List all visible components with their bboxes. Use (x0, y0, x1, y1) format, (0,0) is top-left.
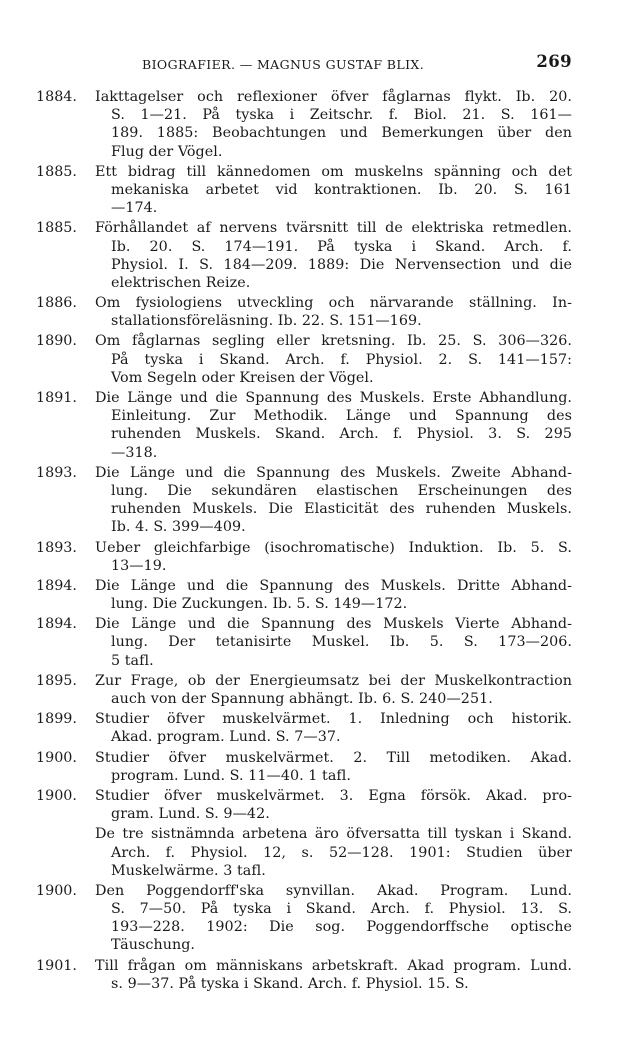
entry-text (95, 294, 572, 330)
entry-year: 1894. (36, 616, 77, 633)
entry-line: Om fysiologiens utveckling och närvarande ställning. In- (95, 295, 572, 312)
bibliography-entry (36, 957, 572, 993)
running-title: BIOGRAFIER. — MAGNUS GUSTAF BLIX. (142, 57, 425, 72)
entry-year: 1900. (36, 882, 77, 899)
entry-line: mekaniska arbetet vid kontraktionen. Ib. 20. S. 161 (111, 181, 572, 198)
page-header (142, 52, 572, 74)
entry-text (95, 957, 572, 993)
bibliography-entry (36, 294, 572, 330)
entry-line: —318. (111, 444, 158, 461)
entry-line: lung. Die Zuckungen. Ib. 5. S. 149—172. (111, 596, 408, 613)
entry-line: De tre sistnämnda arbetena äro öfversatta till tyskan i Skand. (95, 826, 572, 843)
bibliography-entry (36, 163, 572, 218)
entry-text (95, 539, 572, 575)
entry-line: Studier öfver muskelvärmet. 2. Till metodiken. Akad. (95, 749, 572, 766)
entry-year: 1900. (36, 787, 77, 804)
entry-year: 1891. (36, 390, 77, 406)
bibliography-entry (36, 88, 572, 161)
entry-line: Iakttagelser och reflexioner öfver fåglarnas flykt. Ib. 20. (95, 89, 572, 105)
entry-line: elektrischen Reize. (111, 274, 251, 291)
entry-line: Die Länge und die Spannung des Muskels. Erste Abhandlung. (95, 390, 572, 406)
entry-line: Physiol. I. S. 184—209. 1889: Die Nervensection und die (111, 256, 572, 273)
entry-line: lung. Die sekundären elastischen Erscheinungen des (111, 482, 572, 499)
bibliography-entry (36, 672, 572, 708)
entry-text (95, 882, 572, 955)
entry-text (95, 88, 572, 161)
entry-line: program. Lund. S. 11—40. 1 tafl. (111, 767, 351, 784)
bibliography-entry (36, 577, 572, 613)
entry-line: Flug der Vögel. (111, 143, 223, 160)
entry-line: Die Länge und die Spannung des Muskels. Dritte Abhand- (95, 577, 572, 594)
entry-line: stallationsföreläsning. Ib. 22. S. 151—169. (111, 313, 422, 330)
bibliography-entry (36, 389, 572, 462)
entry-line: s. 9—37. På tyska i Skand. Arch. f. Physiol. 15. S. (111, 975, 469, 992)
page-number: 269 (536, 52, 572, 71)
entry-line: Arch. f. Physiol. 12, s. 52—128. 1901: Studien über (111, 844, 572, 861)
bibliography-entry (36, 539, 572, 575)
entry-year: 1893. (36, 539, 77, 556)
entry-text (95, 464, 572, 537)
entry-line: 13—19. (111, 557, 167, 574)
entry-text (95, 577, 572, 613)
entry-year: 1901. (36, 957, 77, 974)
entry-line: Ueber gleichfarbige (isochromatische) Induktion. Ib. 5. S. (95, 539, 572, 556)
entry-line: 5 tafl. (111, 652, 154, 669)
entry-text (95, 710, 572, 746)
entry-year: 1884. (36, 89, 77, 105)
entry-text (95, 825, 572, 880)
entry-line: S. 7—50. På tyska i Skand. Arch. f. Physiol. 13. S. (111, 901, 572, 918)
entry-year: 1885. (36, 220, 77, 237)
entry-line: —174. (111, 200, 158, 217)
entry-line: ruhenden Muskels. Skand. Arch. f. Physiol. 3. S. 295 (111, 426, 572, 443)
entry-line: ruhenden Muskels. Die Elasticität des ruhenden Muskels. (111, 501, 572, 518)
entry-year: 1893. (36, 464, 77, 481)
entry-year: 1890. (36, 333, 77, 350)
entry-text (95, 219, 572, 292)
bibliography-entry (36, 710, 572, 746)
entry-line: auch von der Spannung abhängt. Ib. 6. S. 240—251. (111, 691, 493, 707)
entry-line: Akad. program. Lund. S. 7—37. (111, 729, 341, 746)
bibliography-entry (36, 882, 572, 955)
entry-line: Ett bidrag till kännedomen om muskelns spänning och det (95, 163, 572, 180)
entry-line: 193—228. 1902: Die sog. Poggendorffsche optische (111, 919, 572, 936)
entry-text (95, 672, 572, 708)
entry-line: S. 1—21. På tyska i Zeitschr. f. Biol. 21. S. 161— (111, 107, 572, 124)
entry-text (95, 332, 572, 387)
entry-line: Ib. 20. S. 174—191. På tyska i Skand. Arch. f. (111, 238, 572, 255)
entry-line: 189. 1885: Beobachtungen und Bemerkungen über den (111, 125, 572, 142)
entry-year: 1894. (36, 577, 77, 594)
entry-year: 1895. (36, 672, 77, 689)
bibliography-list (36, 88, 572, 995)
entry-line: Om fåglarnas segling eller kretsning. Ib. 25. S. 306—326. (95, 333, 572, 350)
entry-text (95, 749, 572, 785)
entry-line: Einleitung. Zur Methodik. Länge und Spannung des (111, 408, 572, 425)
entry-year: 1899. (36, 711, 77, 728)
entry-line: Die Länge und die Spannung des Muskels Vierte Abhand- (95, 616, 572, 633)
bibliography-entry (36, 787, 572, 823)
entry-line: Muskelwärme. 3 tafl. (111, 862, 266, 879)
entry-line: På tyska i Skand. Arch. f. Physiol. 2. S. 141—157: (111, 351, 572, 368)
entry-year: 1885. (36, 163, 77, 180)
entry-line: Vom Segeln oder Kreisen der Vögel. (111, 369, 374, 386)
entry-year: 1900. (36, 749, 77, 766)
entry-line: Den Poggendorff'ska synvillan. Akad. Program. Lund. (95, 882, 572, 899)
entry-line: Ib. 4. S. 399—409. (111, 519, 246, 536)
bibliography-entry (36, 219, 572, 292)
entry-text (95, 163, 572, 218)
bibliography-entry (36, 464, 572, 537)
bibliography-entry (36, 332, 572, 387)
entry-line: Studier öfver muskelvärmet. 1. Inledning och historik. (95, 711, 572, 728)
entry-year: 1886. (36, 295, 77, 312)
entry-line: lung. Der tetanisirte Muskel. Ib. 5. S. 173—206. (111, 634, 572, 651)
entry-line: Förhållandet af nervens tvärsnitt till de elektriska retmedlen. (95, 220, 572, 237)
bibliography-entry (36, 749, 572, 785)
entry-line: Studier öfver muskelvärmet. 3. Egna försök. Akad. pro- (95, 787, 572, 804)
entry-text (95, 615, 572, 670)
entry-line: Täuschung. (111, 937, 196, 954)
entry-text (95, 389, 572, 462)
entry-line: Zur Frage, ob der Energieumsatz bei der Muskelkontraction (95, 672, 572, 689)
entry-text (95, 787, 572, 823)
entry-line: Till frågan om människans arbetskraft. Akad program. Lund. (95, 957, 572, 974)
entry-line: gram. Lund. S. 9—42. (111, 806, 270, 823)
entry-year (36, 825, 95, 880)
bibliography-entry (36, 825, 572, 880)
entry-line: Die Länge und die Spannung des Muskels. Zweite Abhand- (95, 464, 572, 481)
bibliography-entry (36, 615, 572, 670)
